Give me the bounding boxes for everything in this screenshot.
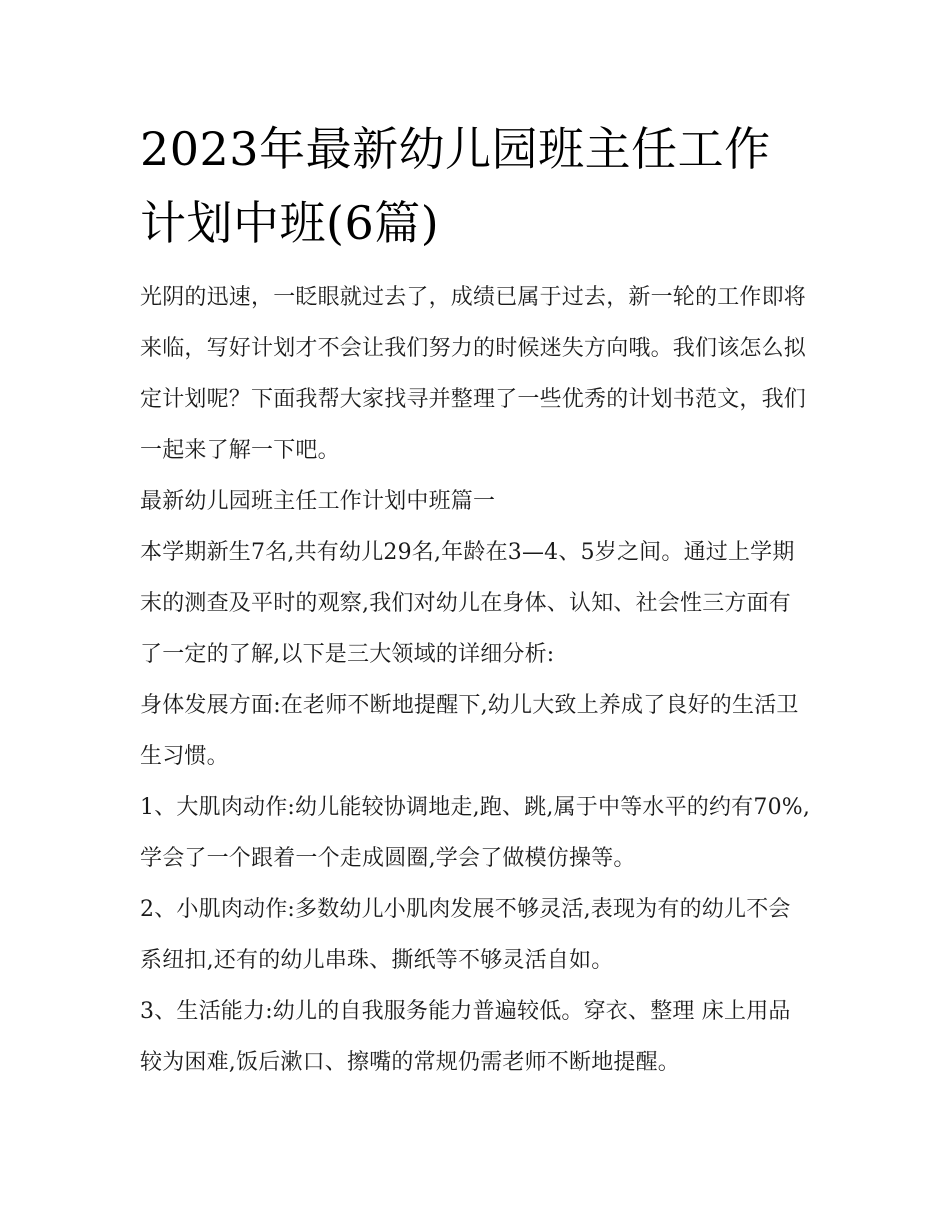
fine-motor-paragraph: 2、小肌肉动作:多数幼儿小肌肉发展不够灵活,表现为有的幼儿不会系纽扣,还有的幼儿串珠、撕纸等不够灵活自如。 (140, 897, 791, 973)
life-skills-paragraph: 3、生活能力:幼儿的自我服务能力普遍较低。穿衣、整理 床上用品较为困难,饭后漱口、擦嘴的常规仍需老师不断地提醒。 (140, 999, 791, 1075)
intro-paragraph: 光阴的迅速，一眨眼就过去了，成绩已属于过去，新一轮的工作即将来临，写好计划才不会让我们努力的时候迷失方向哦。我们该怎么拟定计划呢？下面我帮大家找寻并整理了一些优秀的计划书范文，我们一起来了解一下吧。 (140, 285, 807, 463)
section-heading: 最新幼儿园班主任工作计划中班篇一 (140, 489, 496, 514)
title-line-1: 2023年最新幼儿园班主任工作 (140, 122, 771, 176)
class-overview-paragraph: 本学期新生7名,共有幼儿29名,年龄在3—4、5岁之间。通过上学期末的测查及平时的观察,我们对幼儿在身体、认知、社会性三方面有了一定的了解,以下是三大领域的详细分析: (140, 540, 795, 667)
document-body (140, 112, 812, 1088)
physical-development-paragraph: 身体发展方面:在老师不断地提醒下,幼儿大致上养成了良好的生活卫生习惯。 (140, 693, 799, 769)
title-line-2: 计划中班(6篇) (140, 196, 440, 250)
document-title (140, 112, 812, 260)
gross-motor-paragraph: 1、大肌肉动作:幼儿能较协调地走,跑、跳,属于中等水平的约有70%,学会了一个跟着一个走成圆圈,学会了做模仿操等。 (140, 795, 811, 871)
